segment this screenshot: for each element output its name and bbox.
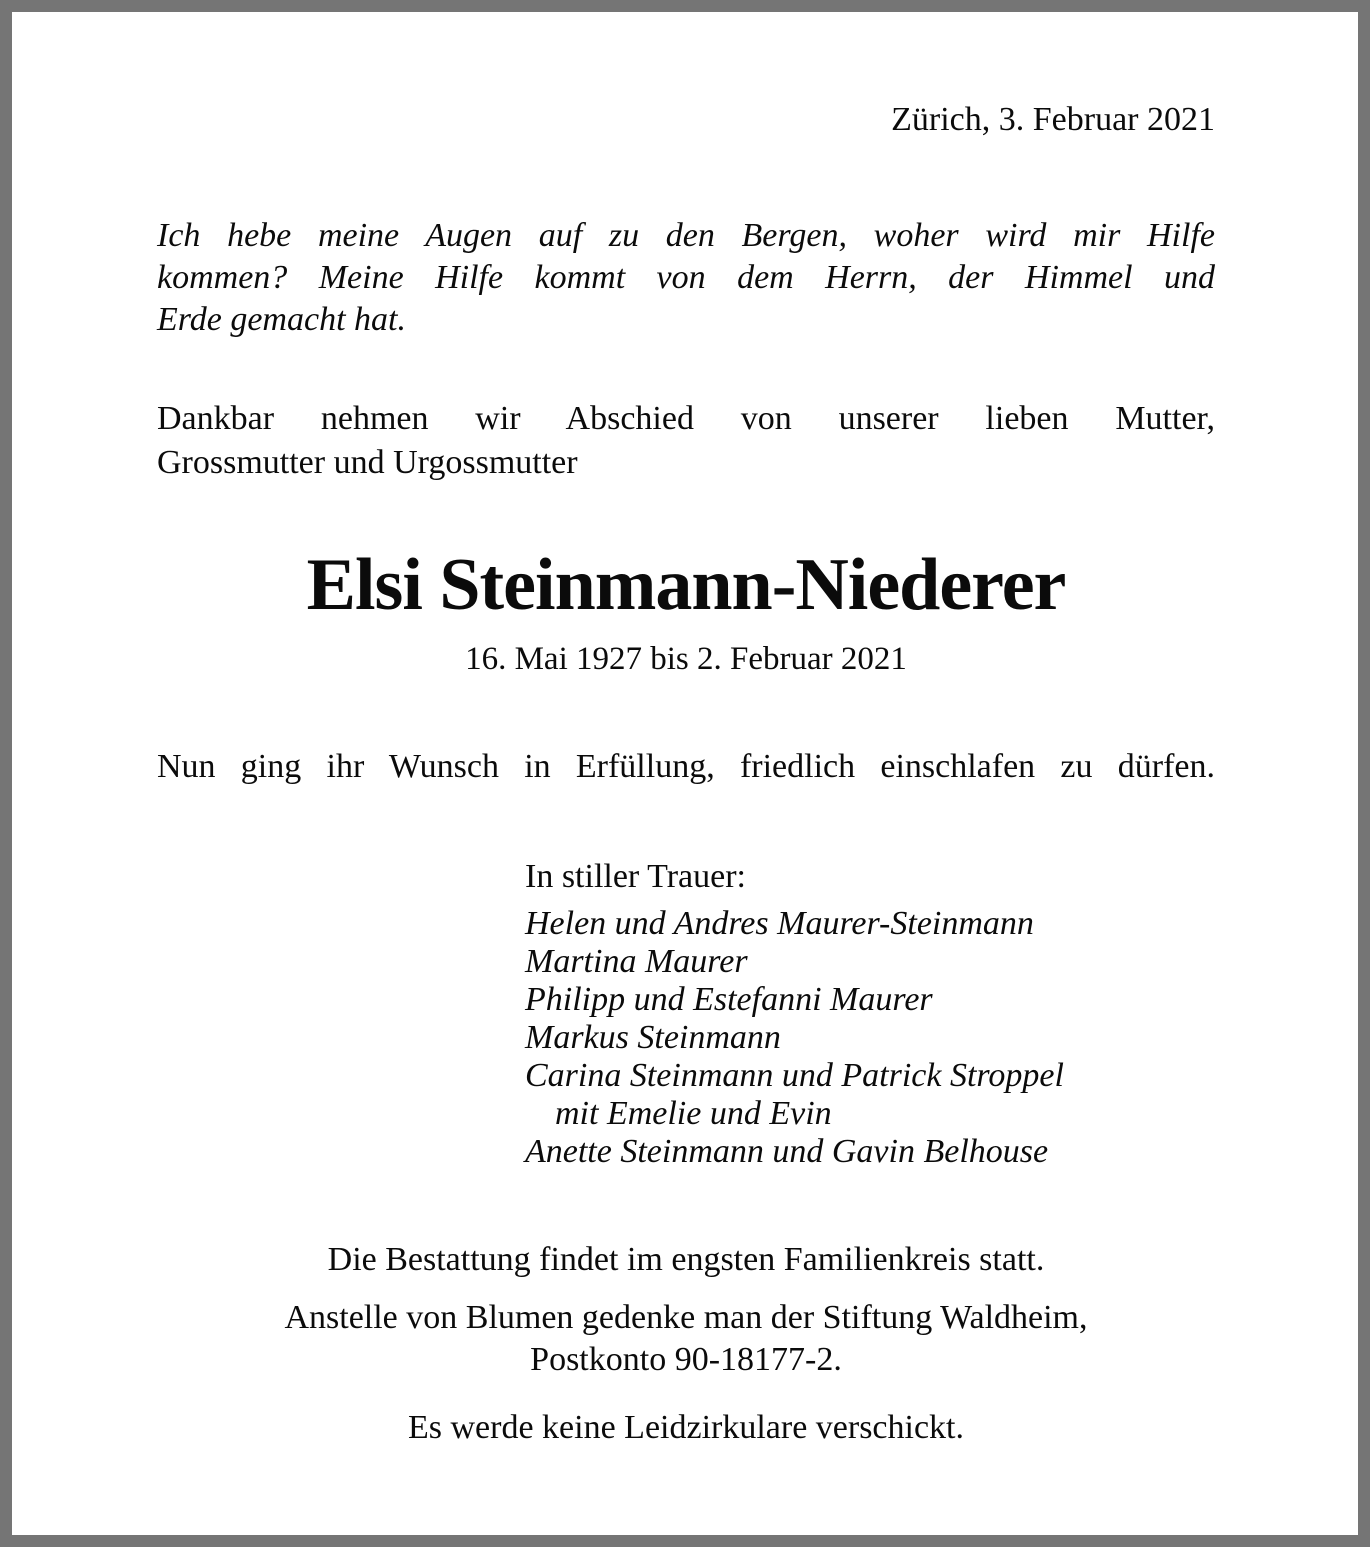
intro-line: Dankbar nehmen wir Abschied von unserer lieben Mutter,	[157, 400, 1215, 437]
scripture-quote	[157, 215, 1215, 341]
farewell-intro	[157, 397, 1215, 485]
donation-line: Anstelle von Blumen gedenke man der Stiftung Waldheim,	[284, 1299, 1088, 1336]
funeral-notice: Die Bestattung findet im engsten Familienkreis statt.	[327, 1241, 1045, 1278]
mourner-name: Markus Steinmann	[525, 1019, 781, 1056]
mourner-name: Helen und Andres Maurer-Steinmann	[525, 905, 1034, 942]
mourner-name: Anette Steinmann und Gavin Belhouse	[525, 1133, 1049, 1170]
mourner-name: Martina Maurer	[525, 943, 748, 980]
quote-line: Erde gemacht hat.	[157, 301, 406, 338]
intro-line: Grossmutter und Urgossmutter	[157, 444, 578, 481]
deceased-name: Elsi Steinmann-Niederer	[306, 544, 1066, 626]
quote-line: kommen? Meine Hilfe kommt von dem Herrn, der Himmel und	[157, 259, 1215, 296]
condolence-notice: Es werde keine Leidzirkulare verschickt.	[407, 1409, 965, 1446]
mourners-list	[525, 905, 1215, 1171]
mourner-name-children: mit Emelie und Evin	[555, 1095, 832, 1132]
mourners-heading: In stiller Trauer:	[525, 858, 746, 895]
donation-notice	[157, 1297, 1215, 1381]
date-line: Zürich, 3. Februar 2021	[891, 101, 1215, 138]
farewell-message: Nun ging ihr Wunsch in Erfüllung, friedlich einschlafen zu dürfen.	[157, 748, 1215, 785]
life-dates: 16. Mai 1927 bis 2. Februar 2021	[465, 641, 907, 677]
mourner-name: Philipp und Estefanni Maurer	[525, 981, 933, 1018]
closing-section	[157, 1239, 1215, 1449]
mourners-section	[525, 857, 1215, 1171]
quote-line: Ich hebe meine Augen auf zu den Bergen, woher wird mir Hilfe	[157, 217, 1215, 254]
mourner-name: Carina Steinmann und Patrick Stroppel	[525, 1057, 1064, 1094]
donation-line: Postkonto 90-18177-2.	[530, 1341, 842, 1378]
